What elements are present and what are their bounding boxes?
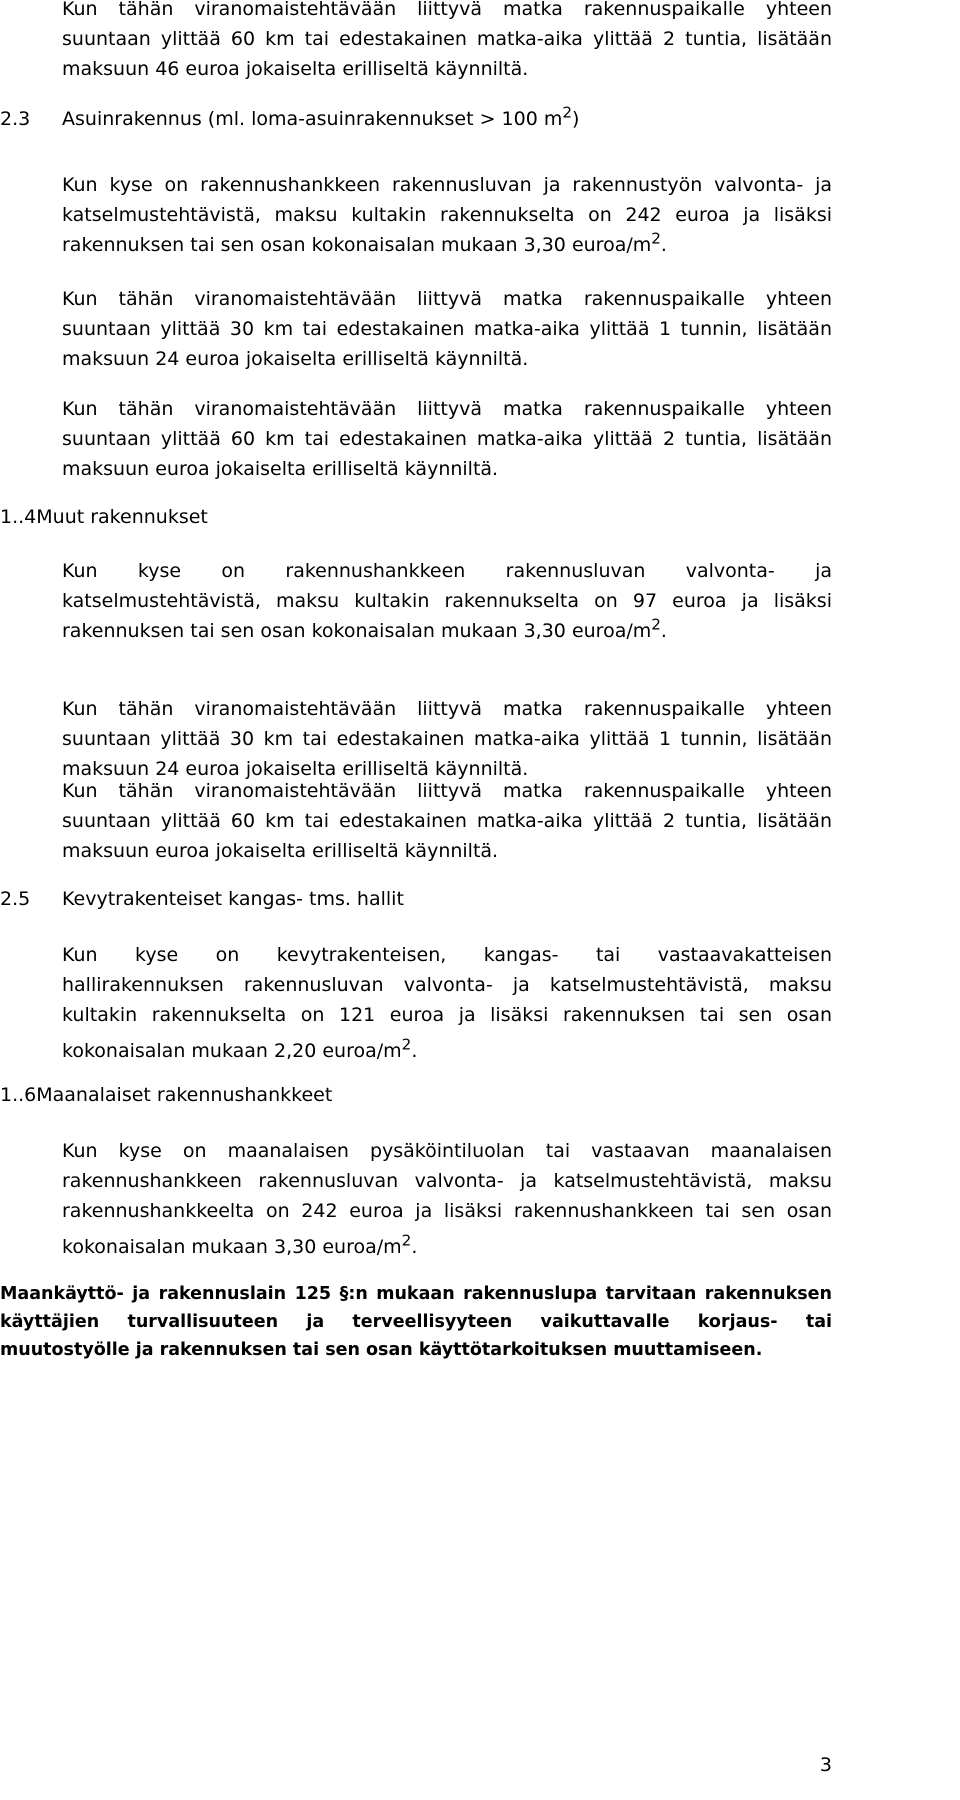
section-title: Kevytrakenteiset kangas- tms. hallit [62,888,404,910]
text-span: . [411,1040,418,1062]
text-line: Kun kyse on rakennushankkeen rakennusluvan valvonta- ja [62,560,832,582]
page-number: 3 [819,1754,832,1776]
paragraph-travel-30km-2-3 [62,284,832,374]
section-title: 1..4Muut rakennukset [0,506,208,528]
text-line: hallirakennuksen rakennusluvan valvonta- ja katselmustehtävistä, maksu [62,974,832,996]
superscript: 2 [401,1231,412,1250]
section-title: Asuinrakennus (ml. loma-asuinrakennukset > 100 m [62,108,563,130]
superscript: 2 [651,615,661,634]
text-line: Kun kyse on rakennushankkeen rakennusluvan ja rakennustyön valvonta- ja [62,174,832,196]
text-line: maksuun 24 euroa jokaiselta erilliseltä käynniltä. [62,348,529,370]
section-heading-muut-rakennukset [0,502,208,532]
text-line: suuntaan ylittää 60 km tai edestakainen matka-aika ylittää 2 tuntia, lisätään [62,28,832,50]
text-line [62,1232,832,1262]
paragraph-travel-60km-top [62,0,832,84]
superscript: 2 [562,103,573,122]
section-title: 1..6Maanalaiset rakennushankkeet [0,1084,333,1106]
text-line: maksuun euroa jokaiselta erilliseltä käynniltä. [62,458,499,480]
text-span: . [660,620,667,642]
text-line: maksuun 46 euroa jokaiselta erilliseltä käynniltä. [62,58,529,80]
paragraph-fee-2-6 [62,1136,832,1262]
text-line: Kun tähän viranomaistehtävään liittyvä matka rakennuspaikalle yhteen [62,780,832,802]
text-line: maksuun euroa jokaiselta erilliseltä käynniltä. [62,840,499,862]
text-line: käyttäjien turvallisuuteen ja terveellisyyteen vaikuttavalle korjaus- tai [0,1312,832,1332]
paragraph-fee-2-5 [62,940,832,1066]
text-line: Maankäyttö- ja rakennuslain 125 §:n mukaan rakennuslupa tarvitaan rakennuksen [0,1284,832,1304]
text-line: Kun tähän viranomaistehtävään liittyvä matka rakennuspaikalle yhteen [62,698,832,720]
paragraph-travel-60km-2-3 [62,394,832,484]
text-span: rakennuksen tai sen osan kokonaisalan mukaan 3,30 euroa/m [62,234,652,256]
text-line: katselmustehtävistä, maksu kultakin rakennukselta on 97 euroa ja lisäksi [62,590,832,612]
paragraph-travel-30km-2-4 [62,694,832,784]
text-line: Kun tähän viranomaistehtävään liittyvä matka rakennuspaikalle yhteen [62,398,832,420]
text-line: Kun kyse on kevytrakenteisen, kangas- tai vastaavakatteisen [62,944,832,966]
text-line: suuntaan ylittää 30 km tai edestakainen matka-aika ylittää 1 tunnin, lisätään [62,318,832,340]
section-number: 2.5 [0,888,31,910]
text-span: rakennuksen tai sen osan kokonaisalan mukaan 3,30 euroa/m [62,620,652,642]
section-heading-maanalaiset [0,1080,332,1110]
superscript: 2 [651,229,661,248]
paragraph-fee-2-4 [62,556,832,646]
text-line: katselmustehtävistä, maksu kultakin rakennukselta on 242 euroa ja lisäksi [62,204,832,226]
paragraph-fee-2-3 [62,170,832,260]
text-line: Kun kyse on maanalaisen pysäköintiluolan tai vastaavan maanalaisen [62,1140,832,1162]
text-line: suuntaan ylittää 60 km tai edestakainen matka-aika ylittää 2 tuntia, lisätään [62,428,832,450]
section-title-end: ) [572,108,580,130]
text-line: suuntaan ylittää 60 km tai edestakainen matka-aika ylittää 2 tuntia, lisätään [62,810,832,832]
text-line: kultakin rakennukselta on 121 euroa ja lisäksi rakennuksen tai sen osan [62,1004,832,1026]
text-line: suuntaan ylittää 30 km tai edestakainen matka-aika ylittää 1 tunnin, lisätään [62,728,832,750]
text-line: rakennushankkeen rakennusluvan valvonta- ja katselmustehtävistä, maksu [62,1170,832,1192]
section-heading-2-5 [0,884,404,914]
superscript: 2 [401,1035,412,1054]
text-span: . [411,1236,418,1258]
text-span: kokonaisalan mukaan 2,20 euroa/m [62,1040,402,1062]
text-span: . [660,234,667,256]
text-span: kokonaisalan mukaan 3,30 euroa/m [62,1236,402,1258]
text-line: Kun tähän viranomaistehtävään liittyvä matka rakennuspaikalle yhteen [62,0,832,20]
text-line: Kun tähän viranomaistehtävään liittyvä matka rakennuspaikalle yhteen [62,288,832,310]
text-line [62,230,832,260]
bold-legal-note [0,1280,832,1364]
text-line [62,616,832,646]
text-line: maksuun 24 euroa jokaiselta erilliseltä käynniltä. [62,758,529,780]
text-line [62,1036,832,1066]
section-heading-2-3 [0,104,579,134]
text-line: rakennushankkeelta on 242 euroa ja lisäksi rakennushankkeen tai sen osan [62,1200,832,1222]
section-number: 2.3 [0,108,31,130]
text-line: muutostyölle ja rakennuksen tai sen osan käyttötarkoituksen muuttamiseen. [0,1340,763,1360]
paragraph-travel-60km-2-4 [62,776,832,866]
